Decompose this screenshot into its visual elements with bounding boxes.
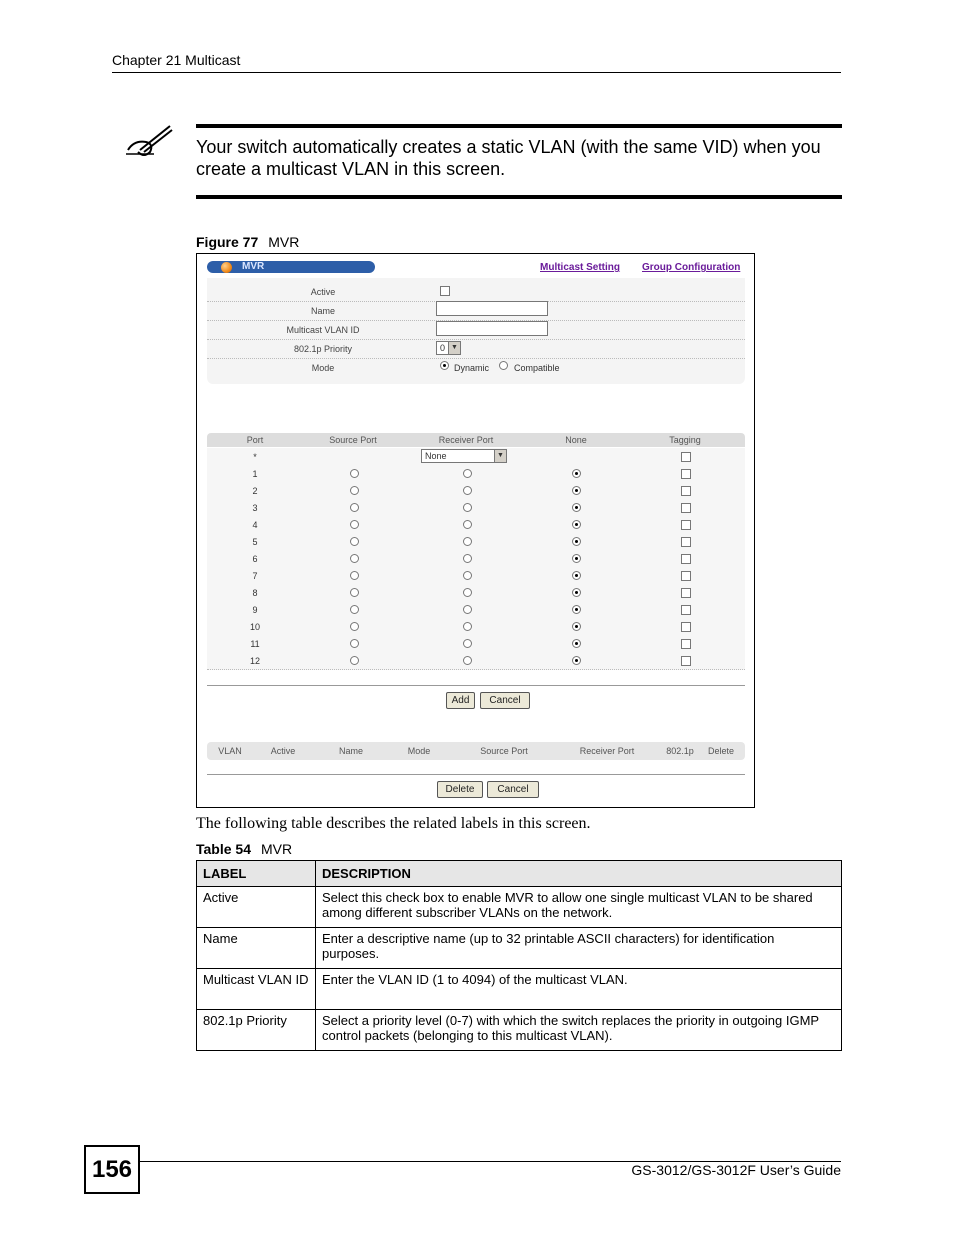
note-rule-bottom xyxy=(196,195,842,199)
receiver-port-radio[interactable] xyxy=(463,639,472,648)
receiver-port-radio[interactable] xyxy=(463,622,472,631)
guide-title: GS-3012/GS-3012F User’s Guide xyxy=(631,1162,841,1178)
none-radio[interactable] xyxy=(572,605,581,614)
summary-vlan-header: VLAN xyxy=(218,746,242,756)
header-rule xyxy=(112,72,841,73)
name-row xyxy=(207,301,745,321)
receiver-port-radio[interactable] xyxy=(463,537,472,546)
port-number: 4 xyxy=(252,520,258,530)
row-label: Multicast VLAN ID xyxy=(197,969,316,1010)
receiver-port-radio[interactable] xyxy=(463,605,472,614)
tagging-checkbox[interactable] xyxy=(681,571,691,581)
port-number: 11 xyxy=(250,639,260,649)
port-row xyxy=(207,499,745,517)
active-row xyxy=(207,282,745,302)
none-radio[interactable] xyxy=(572,656,581,665)
multicast-setting-link[interactable]: Multicast Setting xyxy=(540,262,621,273)
mode-compatible-label: Compatible xyxy=(514,363,560,373)
port-row xyxy=(207,601,745,619)
port-number: 1 xyxy=(252,469,258,479)
summary-receiver-port-header: Receiver Port xyxy=(579,746,635,756)
port-row xyxy=(207,516,745,534)
none-radio[interactable] xyxy=(572,571,581,580)
vlan-id-label: Multicast VLAN ID xyxy=(286,325,360,335)
all-ports-select[interactable] xyxy=(421,449,507,463)
description-table xyxy=(196,860,842,1051)
source-port-radio[interactable] xyxy=(350,486,359,495)
port-table-header xyxy=(207,433,745,447)
delete-button[interactable]: Delete xyxy=(437,781,483,798)
receiver-port-radio[interactable] xyxy=(463,656,472,665)
tagging-checkbox[interactable] xyxy=(681,639,691,649)
tagging-column-header: Tagging xyxy=(669,435,701,445)
add-button[interactable]: Add xyxy=(446,692,475,709)
receiver-port-column-header: Receiver Port xyxy=(438,435,494,445)
none-radio[interactable] xyxy=(572,537,581,546)
table-header-row xyxy=(197,861,842,887)
mode-dynamic-radio[interactable] xyxy=(440,361,449,370)
priority-label: 802.1p Priority xyxy=(293,344,353,354)
tagging-checkbox[interactable] xyxy=(681,622,691,632)
label-column-header: LABEL xyxy=(197,861,316,887)
none-radio[interactable] xyxy=(572,503,581,512)
port-number: 7 xyxy=(252,571,258,581)
tagging-checkbox[interactable] xyxy=(681,656,691,666)
tab-label: MVR xyxy=(242,261,265,272)
dropdown-arrow-icon: ▼ xyxy=(494,450,506,462)
tab-ball-icon xyxy=(221,262,232,273)
receiver-port-radio[interactable] xyxy=(463,571,472,580)
summary-priority-header: 802.1p xyxy=(666,746,694,756)
mode-compatible-radio[interactable] xyxy=(499,361,508,370)
mvr-tab[interactable] xyxy=(207,261,375,273)
all-ports-tagging-checkbox[interactable] xyxy=(681,452,691,462)
source-port-radio[interactable] xyxy=(350,622,359,631)
receiver-port-radio[interactable] xyxy=(463,503,472,512)
port-row xyxy=(207,618,745,636)
port-column-header: Port xyxy=(246,435,264,445)
row-description: Select this check box to enable MVR to allow one single multicast VLAN to be shared among different subscriber VLANs on the network. xyxy=(316,887,842,928)
mode-row xyxy=(207,358,745,377)
priority-select[interactable] xyxy=(436,341,461,355)
receiver-port-radio[interactable] xyxy=(463,554,472,563)
mode-dynamic-label: Dynamic xyxy=(454,363,490,373)
summary-active-header: Active xyxy=(270,746,296,756)
vlan-id-row xyxy=(207,320,745,340)
all-ports-label: * xyxy=(253,452,257,462)
source-port-radio[interactable] xyxy=(350,588,359,597)
port-number: 2 xyxy=(252,486,258,496)
tagging-checkbox[interactable] xyxy=(681,486,691,496)
all-ports-row xyxy=(207,448,745,466)
tagging-checkbox[interactable] xyxy=(681,605,691,615)
source-port-radio[interactable] xyxy=(350,605,359,614)
source-port-radio[interactable] xyxy=(350,469,359,478)
port-row xyxy=(207,584,745,602)
source-port-radio[interactable] xyxy=(350,520,359,529)
source-port-radio[interactable] xyxy=(350,537,359,546)
summary-name-header: Name xyxy=(338,746,363,756)
tagging-checkbox[interactable] xyxy=(681,520,691,530)
table-intro: The following table describes the related labels in this screen. xyxy=(196,815,591,832)
source-port-radio[interactable] xyxy=(350,554,359,563)
port-row xyxy=(207,652,745,670)
port-row xyxy=(207,533,745,551)
source-port-radio[interactable] xyxy=(350,639,359,648)
port-row xyxy=(207,567,745,585)
tagging-checkbox[interactable] xyxy=(681,537,691,547)
row-description: Enter a descriptive name (up to 32 printable ASCII characters) for identification purposes. xyxy=(316,928,842,969)
port-number: 10 xyxy=(249,622,260,632)
table-title: MVR xyxy=(261,841,293,857)
cancel-button[interactable]: Cancel xyxy=(480,692,530,709)
active-label: Active xyxy=(310,287,336,297)
note-pencil-icon xyxy=(124,122,176,158)
all-ports-select-value: None xyxy=(425,451,447,461)
port-row xyxy=(207,482,745,500)
row-description: Enter the VLAN ID (1 to 4094) of the multicast VLAN. xyxy=(316,969,842,1010)
port-row xyxy=(207,635,745,653)
source-port-radio[interactable] xyxy=(350,656,359,665)
figure-caption xyxy=(196,234,299,250)
mvr-screenshot xyxy=(196,253,755,808)
receiver-port-radio[interactable] xyxy=(463,520,472,529)
source-port-radio[interactable] xyxy=(350,571,359,580)
summary-source-port-header: Source Port xyxy=(480,746,528,756)
table-row xyxy=(197,928,842,969)
receiver-port-radio[interactable] xyxy=(463,588,472,597)
tagging-checkbox[interactable] xyxy=(681,503,691,513)
none-radio[interactable] xyxy=(572,554,581,563)
none-radio[interactable] xyxy=(572,588,581,597)
row-description: Select a priority level (0-7) with which the switch replaces the priority in outgoing IGMP control packets (belonging to this multicast VLAN). xyxy=(316,1010,842,1051)
dropdown-arrow-icon: ▼ xyxy=(448,342,460,354)
table-row xyxy=(197,1010,842,1051)
port-number: 6 xyxy=(252,554,258,564)
priority-row xyxy=(207,339,745,359)
summary-mode-header: Mode xyxy=(407,746,431,756)
source-port-column-header: Source Port xyxy=(329,435,377,445)
mode-label: Mode xyxy=(311,363,335,373)
table-row xyxy=(197,887,842,928)
none-radio[interactable] xyxy=(572,486,581,495)
cancel-button-2[interactable]: Cancel xyxy=(487,781,539,798)
note-text: Your switch automatically creates a static VLAN (with the same VID) when you create a multicast VLAN in this screen. xyxy=(196,137,821,179)
row-label: 802.1p Priority xyxy=(197,1010,316,1051)
name-input[interactable] xyxy=(436,301,548,316)
port-row xyxy=(207,550,745,568)
none-radio[interactable] xyxy=(572,622,581,631)
none-column-header: None xyxy=(565,435,587,445)
port-row xyxy=(207,465,745,483)
table-caption xyxy=(196,841,292,857)
receiver-port-radio[interactable] xyxy=(463,486,472,495)
vlan-id-input[interactable] xyxy=(436,321,548,336)
tagging-checkbox[interactable] xyxy=(681,469,691,479)
receiver-port-radio[interactable] xyxy=(463,469,472,478)
port-number: 5 xyxy=(252,537,258,547)
source-port-radio[interactable] xyxy=(350,503,359,512)
page-number: 156 xyxy=(84,1145,140,1194)
figure-label: Figure 77 xyxy=(196,234,259,250)
none-radio[interactable] xyxy=(572,639,581,648)
none-radio[interactable] xyxy=(572,520,581,529)
table-label: Table 54 xyxy=(196,841,251,857)
row-label: Active xyxy=(197,887,316,928)
group-configuration-link[interactable]: Group Configuration xyxy=(642,262,741,273)
port-number: 9 xyxy=(252,605,258,615)
tagging-checkbox[interactable] xyxy=(681,588,691,598)
name-label: Name xyxy=(310,306,335,316)
row-label: Name xyxy=(197,928,316,969)
description-column-header: DESCRIPTION xyxy=(316,861,842,887)
separator xyxy=(207,774,745,775)
table-row xyxy=(197,969,842,1010)
chapter-header: Chapter 21 Multicast xyxy=(112,52,241,68)
active-checkbox[interactable] xyxy=(440,286,450,296)
none-radio[interactable] xyxy=(572,469,581,478)
priority-value: 0 xyxy=(440,343,446,353)
separator xyxy=(207,685,745,686)
summary-delete-header: Delete xyxy=(707,746,734,756)
tagging-checkbox[interactable] xyxy=(681,554,691,564)
figure-title: MVR xyxy=(268,234,300,250)
port-number: 8 xyxy=(252,588,258,598)
note-rule-top xyxy=(196,124,842,128)
mvr-form xyxy=(207,278,745,384)
port-number: 12 xyxy=(249,656,260,666)
summary-table-header xyxy=(207,742,745,760)
port-number: 3 xyxy=(252,503,258,513)
